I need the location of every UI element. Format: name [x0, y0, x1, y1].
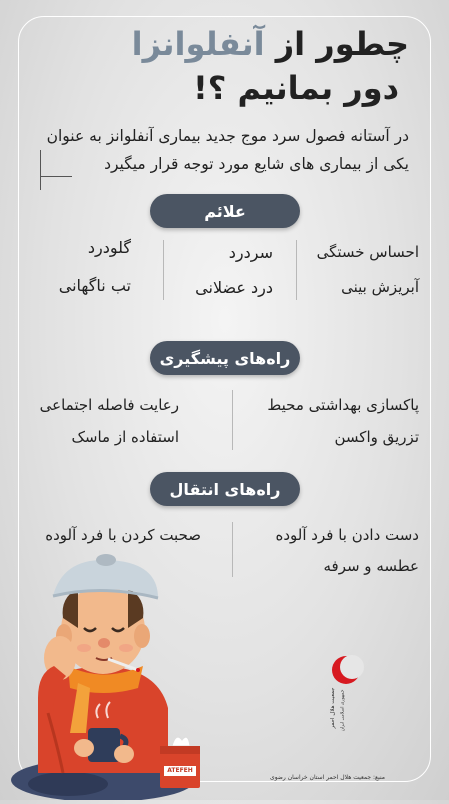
symptom-item: گلودرد	[87, 238, 131, 257]
symptom-item: درد عضلانی	[195, 278, 273, 297]
section-pill-symptoms: علائم	[150, 194, 300, 228]
page-title	[69, 22, 409, 110]
tissue-label: ATEFEH	[167, 767, 193, 774]
footer-source: منبع: جمعیت هلال احمر استان خراسان رضوی	[270, 774, 386, 781]
prevention-item: رعایت فاصله اجتماعی	[39, 396, 179, 414]
prevention-item: پاکسازی بهداشتی محیط	[267, 396, 419, 414]
title-prefix: چطور از	[275, 25, 409, 63]
divider	[232, 522, 233, 577]
title-highlight: آنفلوانزا	[131, 25, 265, 63]
symptom-item: احساس خستگی	[316, 243, 419, 261]
divider	[296, 240, 297, 300]
symptom-item: آبریزش بینی	[341, 278, 419, 296]
title-line2: دور بمانیم ؟!	[193, 69, 399, 107]
transmission-item: عطسه و سرفه	[323, 557, 419, 575]
divider	[163, 240, 164, 300]
transmission-item: صحبت کردن با فرد آلوده	[45, 526, 201, 544]
section-pill-prevention: راه‌های پیشگیری	[150, 341, 300, 375]
transmission-item: دست دادن با فرد آلوده	[275, 526, 419, 544]
divider	[232, 390, 233, 450]
logo-text-2: جمهوری اسلامی ایران	[340, 689, 346, 732]
symptom-item: تب ناگهانی	[58, 276, 131, 295]
section-pill-transmission: راه‌های انتقال	[150, 472, 300, 506]
prevention-item: تزریق واکسن	[334, 428, 419, 446]
symptom-item: سردرد	[228, 243, 273, 262]
red-crescent-icon	[328, 652, 364, 732]
intro-text: در آستانه فصول سرد موج جدید بیماری آنفلوانز به عنوان یکی از بیماری های شایع مورد توجه قرار میگیرد	[46, 127, 409, 173]
logo-text-1: جمعیت هلال احمر	[330, 687, 336, 729]
tissue-box	[158, 732, 202, 788]
red-crescent-logo	[328, 652, 364, 732]
prevention-item: استفاده از ماسک	[71, 428, 179, 446]
